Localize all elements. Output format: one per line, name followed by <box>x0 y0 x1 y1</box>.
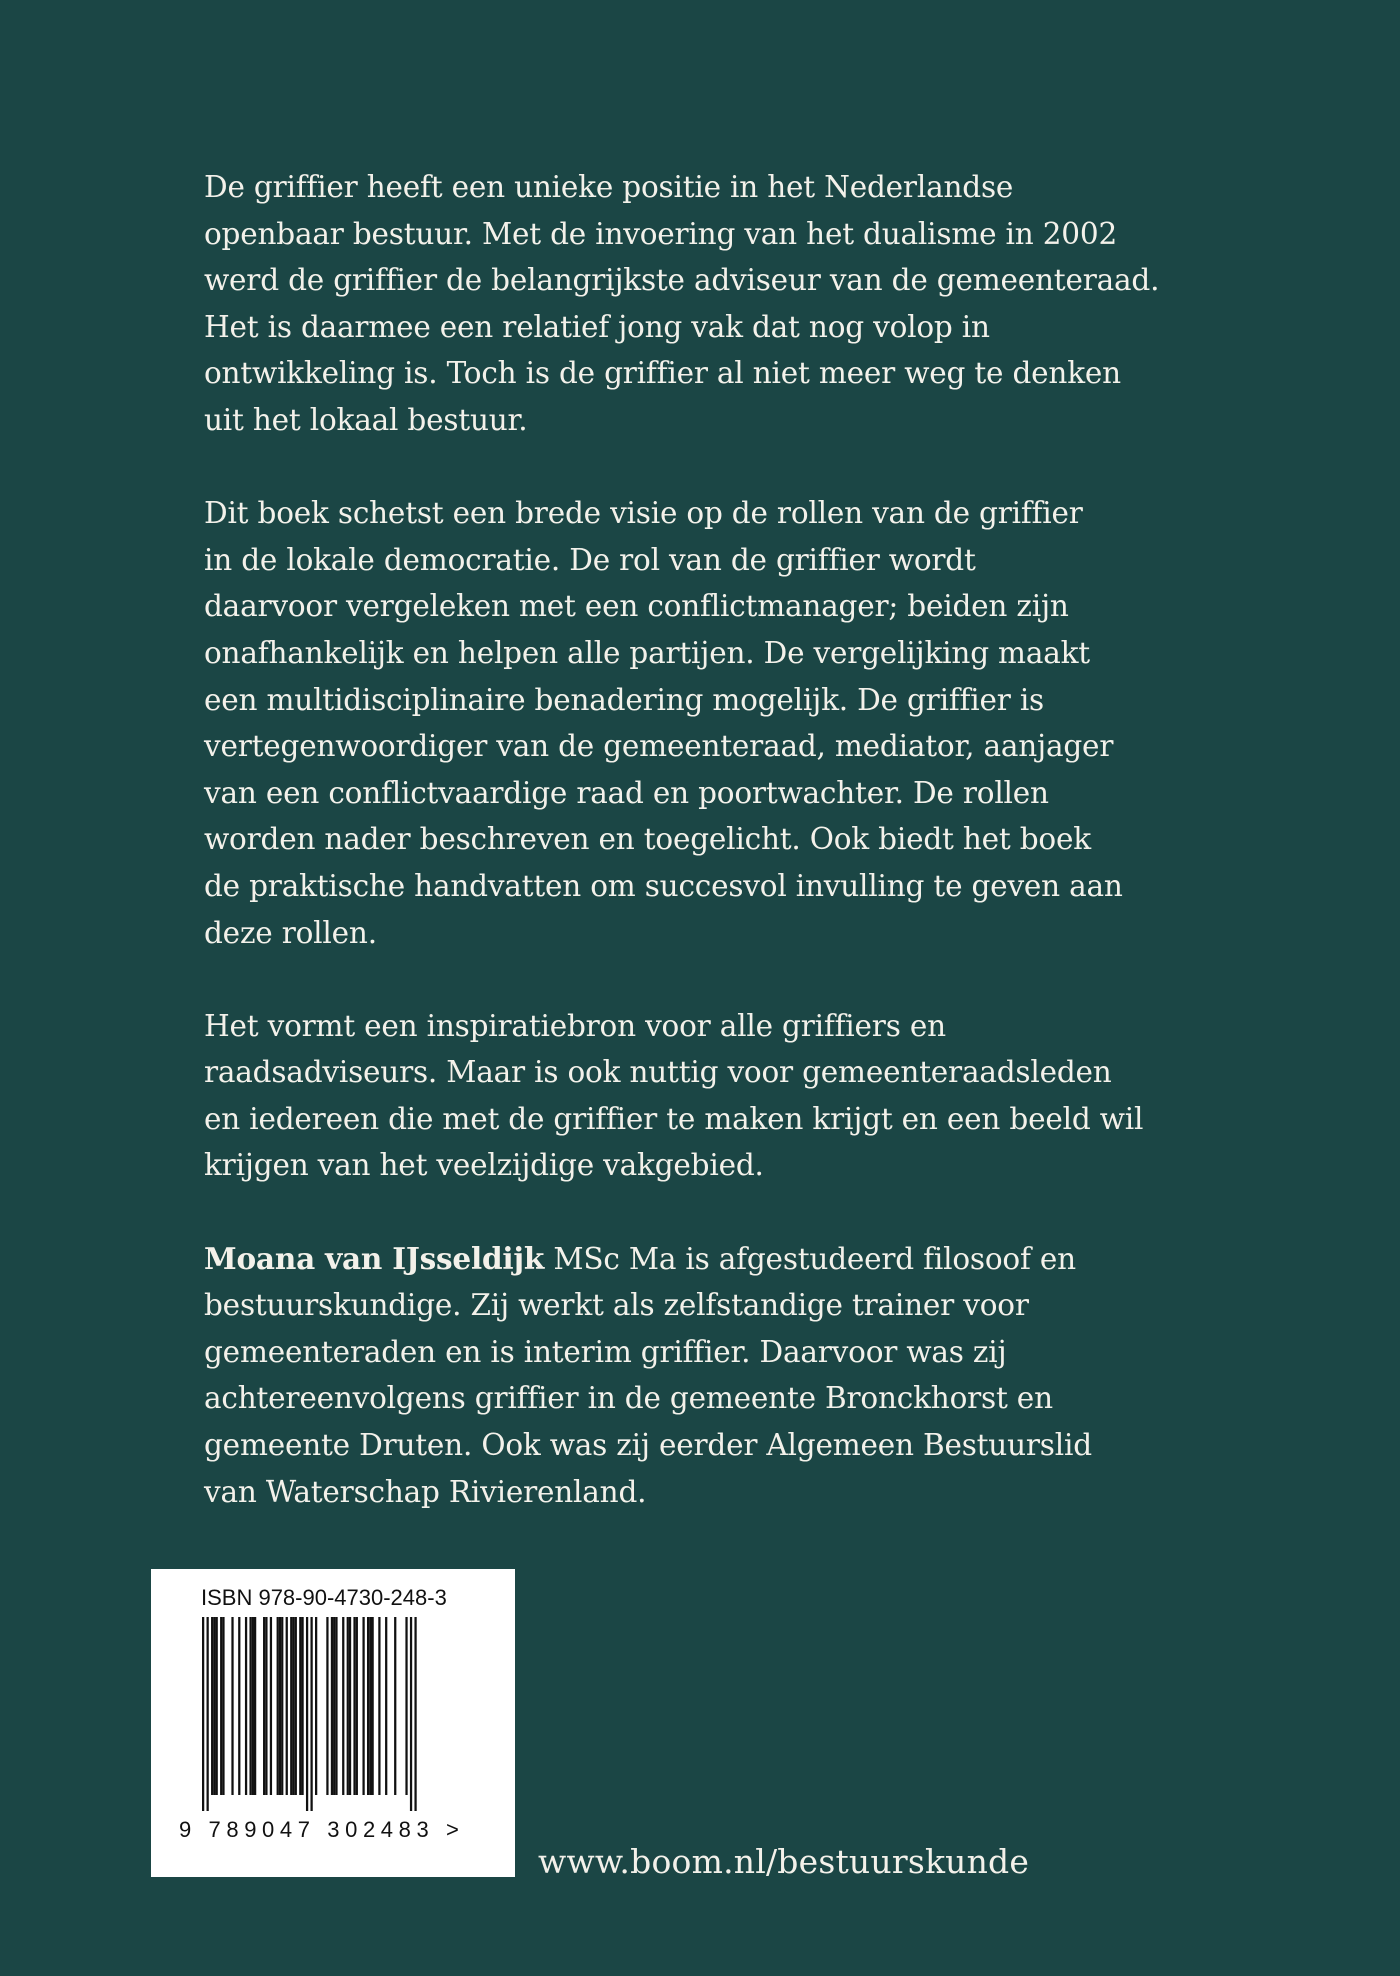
author-bio-first-line <box>204 1236 1204 1283</box>
text-line: gemeenteraden en is interim griffier. Daarvoor was zij <box>204 1334 1007 1369</box>
text-line: bestuurskundige. Zij werkt als zelfstandige trainer voor <box>204 1288 1029 1323</box>
barcode-bar <box>315 1617 317 1795</box>
ean-digits: 9 789047 302483 > <box>179 1817 465 1842</box>
barcode-bar <box>213 1617 215 1795</box>
barcode-bar <box>290 1617 292 1795</box>
publisher-website: www.boom.nl/bestuurskunde <box>538 1842 1030 1881</box>
barcode-bar <box>405 1617 407 1795</box>
barcode-bar <box>249 1617 251 1795</box>
barcode-bar <box>414 1617 416 1811</box>
barcode-bar <box>310 1617 312 1811</box>
text-line: krijgen van het veelzijdige vakgebied. <box>204 1148 764 1183</box>
barcode-bar <box>353 1617 355 1795</box>
text-line: van Waterschap Rivierenland. <box>204 1474 647 1509</box>
text-line: werd de griffier de belangrijkste adviseur van de gemeenteraad. <box>204 263 1160 298</box>
barcode-bar <box>222 1617 224 1795</box>
author-name: Moana van IJsseldijk <box>204 1240 545 1276</box>
paragraph-intro <box>204 164 1204 444</box>
barcode-bar <box>265 1617 267 1795</box>
author-bio-first-line-rest: MSc Ma is afgestudeerd filosoof en <box>544 1241 1076 1276</box>
barcode-bar <box>372 1617 374 1795</box>
barcode-bar <box>263 1617 265 1795</box>
text-line: deze rollen. <box>204 915 377 950</box>
barcode-bar <box>216 1617 218 1795</box>
text-line: De griffier heeft een unieke positie in het Nederlandse <box>204 170 1014 204</box>
barcode-bar <box>281 1617 283 1795</box>
barcode-bar <box>369 1617 371 1795</box>
barcode-bar <box>211 1617 213 1795</box>
barcode-bar <box>301 1617 303 1795</box>
isbn-barcode <box>151 1569 515 1877</box>
text-line: en iedereen die met de griffier te maken krijgt en een beeld wil <box>204 1101 1144 1136</box>
paragraph-book-description <box>204 490 1204 956</box>
text-line: een multidisciplinaire benadering mogelijk. De griffier is <box>204 682 1044 717</box>
barcode-bar <box>326 1617 328 1795</box>
barcode-bar <box>279 1617 281 1795</box>
text-line: van een conflictvaardige raad en poortwachter. De rollen <box>204 775 1049 810</box>
barcode-bar <box>295 1617 297 1795</box>
barcode-bar <box>367 1617 369 1795</box>
barcode-bar <box>245 1617 247 1795</box>
text-line: Het is daarmee een relatief jong vak dat nog volop in <box>204 309 990 344</box>
barcode-bar <box>335 1617 337 1795</box>
barcode-bar <box>356 1617 358 1795</box>
text-line: in de lokale democratie. De rol van de griffier wordt <box>204 542 976 577</box>
barcode-bar <box>385 1617 387 1795</box>
barcode-bar <box>220 1617 222 1795</box>
barcode-bar <box>277 1617 279 1795</box>
barcode-bar <box>270 1617 272 1795</box>
text-line: Dit boek schetst een brede visie op de rollen van de griffier <box>204 496 1083 531</box>
barcode-bar <box>331 1617 333 1795</box>
barcode-bar <box>254 1617 256 1795</box>
barcode-bar <box>362 1617 364 1795</box>
barcode-bar <box>378 1617 380 1795</box>
barcode-bar <box>292 1617 294 1795</box>
text-line: openbaar bestuur. Met de invoering van het dualisme in 2002 <box>204 216 1118 251</box>
text-line: daarvoor vergeleken met een conflictmanager; beiden zijn <box>204 589 1069 624</box>
back-cover-text <box>204 164 1204 1562</box>
barcode-bar <box>410 1617 412 1811</box>
barcode-bar <box>252 1617 254 1795</box>
barcode-bar <box>333 1617 335 1795</box>
paragraph-audience <box>204 1003 1204 1189</box>
text-line: worden nader beschreven en toegelicht. Ook biedt het boek <box>204 822 1091 857</box>
text-line: gemeente Druten. Ook was zij eerder Algemeen Bestuurslid <box>204 1428 1092 1463</box>
text-line: vertegenwoordiger van de gemeenteraad, mediator, aanjager <box>204 729 1114 764</box>
barcode-bar <box>231 1617 233 1795</box>
author-bio <box>204 1236 1204 1516</box>
barcode-bar <box>342 1617 344 1795</box>
barcode-bar <box>238 1617 240 1795</box>
text-line: ontwikkeling is. Toch is de griffier al niet meer weg te denken <box>204 356 1121 391</box>
barcode-bar <box>306 1617 308 1811</box>
text-line: Het vormt een inspiratiebron voor alle griffiers en <box>204 1008 946 1043</box>
text-line: achtereenvolgens griffier in de gemeente Bronckhorst en <box>204 1381 1053 1416</box>
text-line: uit het lokaal bestuur. <box>204 402 528 437</box>
text-line: onafhankelijk en helpen alle partijen. De vergelijking maakt <box>204 635 1090 670</box>
barcode-bar <box>286 1617 288 1795</box>
barcode-bar <box>202 1617 204 1811</box>
barcode-bar <box>299 1617 301 1795</box>
barcode-bar <box>347 1617 349 1795</box>
text-line: de praktische handvatten om succesvol invulling te geven aan <box>204 868 1123 903</box>
isbn-label: ISBN 978-90-4730-248-3 <box>201 1585 447 1610</box>
text-line: raadsadviseurs. Maar is ook nuttig voor gemeenteraadsleden <box>204 1055 1112 1090</box>
barcode-bar <box>207 1617 209 1811</box>
barcode-bar <box>349 1617 351 1795</box>
barcode-bar <box>394 1617 396 1795</box>
